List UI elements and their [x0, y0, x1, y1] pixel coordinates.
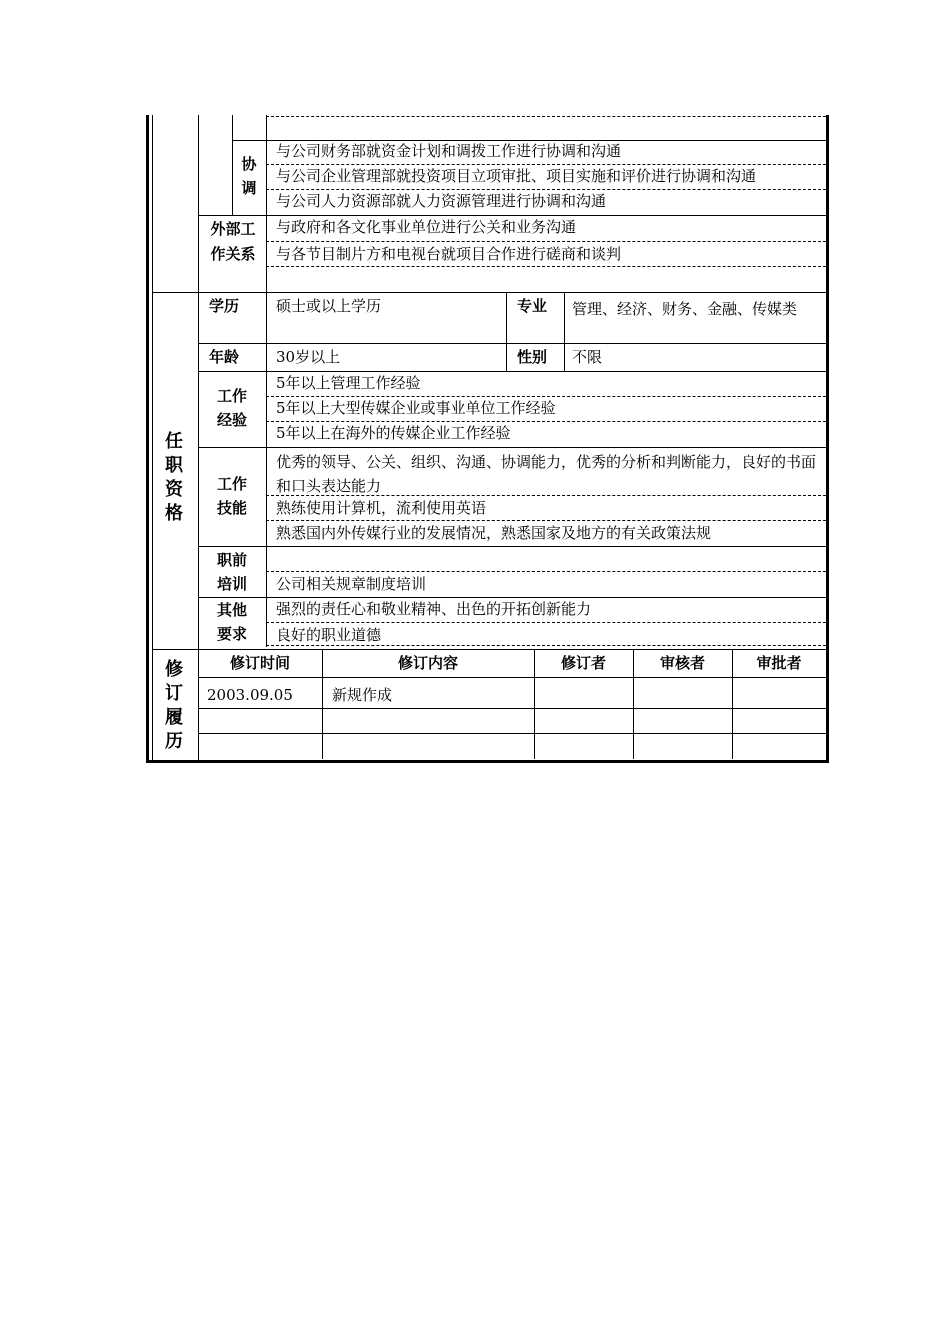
- revision-header-approver: 审批者: [756, 654, 802, 672]
- coordinate-item-1: 与公司财务部就资金计划和调拨工作进行协调和沟通: [276, 142, 622, 160]
- revision-header-content: 修订内容: [397, 654, 458, 672]
- major-value: 管理、经济、财务、金融、传媒类: [572, 300, 798, 318]
- outer-right-border: [826, 115, 829, 763]
- revision-header-reviser: 修订者: [560, 654, 606, 672]
- education-label: 学历: [208, 297, 239, 315]
- external-relations-label: 外部工作关系: [210, 220, 256, 263]
- dash-line: [266, 622, 826, 623]
- subsection-divider-line: [232, 115, 233, 215]
- age-value: 30岁以上: [276, 348, 341, 366]
- coordinate-label: [234, 152, 264, 200]
- coordinate-item-3: 与公司人力资源部就人力资源管理进行协调和沟通: [276, 192, 607, 210]
- revision-row-1-content: 新规作成: [332, 686, 393, 704]
- external-item-2: 与各节目制片方和电视台就项目合作进行磋商和谈判: [276, 245, 622, 263]
- outer-bottom-border: [146, 760, 829, 763]
- training-label: 职前培训: [216, 551, 247, 593]
- section-line: [152, 649, 826, 650]
- age-label: 年龄: [208, 348, 239, 366]
- revision-row-1-date: 2003.09.05: [207, 686, 293, 704]
- outer-left-border: [146, 115, 149, 763]
- dash-line: [266, 164, 826, 165]
- experience-item-2: 5年以上大型传媒企业或事业单位工作经验: [276, 399, 556, 417]
- other-item-1: 强烈的责任心和敬业精神、出色的开拓创新能力: [276, 600, 592, 618]
- skills-item-3: 熟悉国内外传媒行业的发展情况，熟悉国家及地方的有关政策法规: [276, 524, 712, 542]
- dash-line: [266, 189, 826, 190]
- major-label: 专业: [516, 297, 547, 315]
- skills-label: 工作技能: [216, 475, 247, 517]
- revision-header-date: 修订时间: [229, 654, 290, 672]
- row-line: [198, 708, 826, 709]
- dash-line: [266, 396, 826, 397]
- row-line: [198, 733, 826, 734]
- label-column-line: [266, 115, 267, 647]
- dash-line: [266, 520, 826, 521]
- row-line: [198, 343, 826, 344]
- qualification-section-label: 任职资格: [165, 431, 183, 524]
- experience-item-1: 5年以上管理工作经验: [276, 374, 421, 392]
- row-line: [198, 597, 826, 598]
- education-value: 硕士或以上学历: [276, 297, 382, 315]
- section-line: [152, 292, 826, 293]
- dash-line: [266, 571, 826, 572]
- row-line: [198, 677, 826, 678]
- row-line: [198, 546, 826, 547]
- row-line: [198, 215, 826, 216]
- dash-line: [266, 495, 826, 496]
- coordinate-item-2: 与公司企业管理部就投资项目立项审批、项目实施和评价进行协调和沟通: [276, 167, 757, 185]
- dash-line: [266, 266, 826, 267]
- dash-line: [266, 116, 826, 117]
- row-line: [198, 447, 826, 448]
- inner-left-border: [152, 115, 153, 760]
- column-line: [506, 292, 507, 372]
- gender-label: 性别: [516, 348, 547, 366]
- skills-item-2: 熟练使用计算机，流利使用英语: [276, 499, 487, 517]
- revision-header-reviewer: 审核者: [659, 654, 705, 672]
- row-line: [232, 140, 826, 141]
- experience-label: 工作经验: [216, 387, 247, 429]
- dash-line: [266, 241, 826, 242]
- skills-item-1: 优秀的领导、公关、组织、沟通、协调能力，优秀的分析和判断能力，良好的书面和口头表达能力: [276, 453, 817, 495]
- row-line: [198, 371, 826, 372]
- gender-value: 不限: [572, 348, 603, 366]
- other-item-2: 良好的职业道德: [276, 626, 382, 644]
- dash-line: [266, 421, 826, 422]
- column-line: [564, 292, 565, 372]
- revision-section-label: 修订履历: [165, 659, 183, 752]
- experience-item-3: 5年以上在海外的传媒企业工作经验: [276, 424, 511, 442]
- dash-line: [266, 645, 826, 646]
- coordinate-label-text: 协调: [241, 155, 257, 197]
- other-requirements-label: 其他要求: [216, 601, 247, 643]
- training-item-2: 公司相关规章制度培训: [276, 575, 427, 593]
- external-item-1: 与政府和各文化事业单位进行公关和业务沟通: [276, 218, 577, 236]
